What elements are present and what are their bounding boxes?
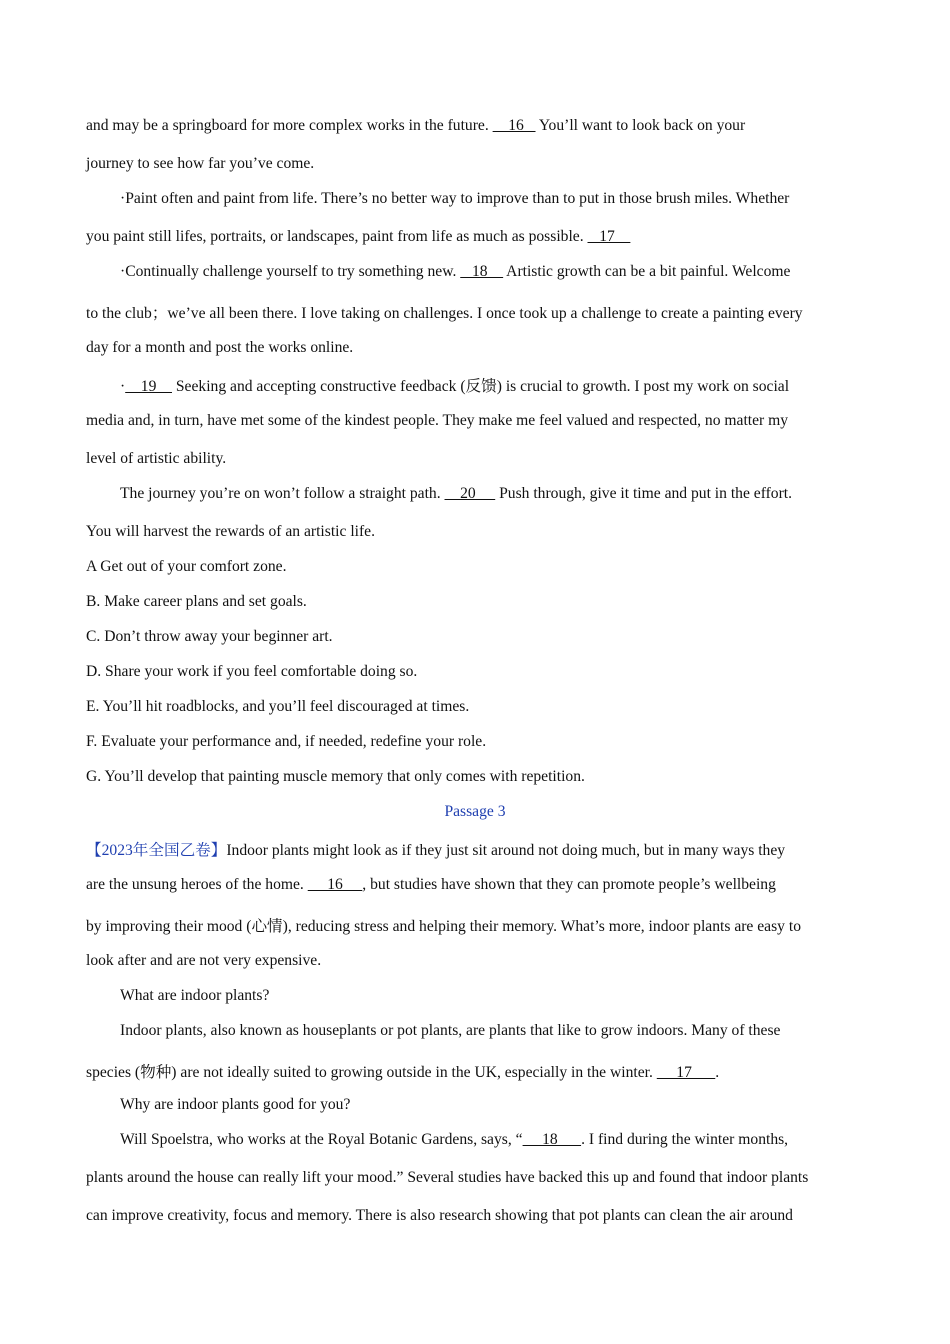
text-line: [86, 838, 785, 860]
text-line: [86, 117, 745, 135]
text-span: .: [715, 1064, 720, 1081]
text-span: ·: [120, 378, 126, 395]
text-line: [120, 374, 789, 396]
text-line: You will harvest the rewards of an artistic life.: [86, 523, 375, 540]
text-line: can improve creativity, focus and memory. There is also research showing that pot plants can clean the air around: [86, 1207, 793, 1224]
answer-blank-16: 16: [492, 117, 536, 134]
text-span: Will Spoelstra, who works at the Royal Botanic Gardens, says, “: [120, 1131, 523, 1148]
text-line: [120, 263, 790, 281]
option-a: A Get out of your comfort zone.: [86, 558, 287, 575]
option-d: D. Share your work if you feel comfortable doing so.: [86, 663, 418, 680]
subheading: What are indoor plants?: [120, 987, 270, 1004]
option-g: G. You’ll develop that painting muscle memory that only comes with repetition.: [86, 768, 585, 785]
text-span: and may be a springboard for more complex works in the future.: [86, 117, 493, 134]
answer-blank-19: 19: [125, 378, 172, 395]
text-line: level of artistic ability.: [86, 450, 227, 467]
passage-title: Passage 3: [444, 803, 506, 820]
text-span: ·Continually challenge yourself to try something new.: [120, 263, 461, 280]
answer-blank-17: 17: [587, 228, 631, 245]
text-span: Indoor plants might look as if they just sit around not doing much, but in many ways they: [226, 842, 786, 859]
subheading: Why are indoor plants good for you?: [120, 1096, 351, 1113]
option-f: F. Evaluate your performance and, if needed, redefine your role.: [86, 733, 487, 750]
text-span: are the unsung heroes of the home.: [86, 876, 308, 893]
option-c: C. Don’t throw away your beginner art.: [86, 628, 333, 645]
text-line: journey to see how far you’ve come.: [86, 155, 315, 172]
answer-blank-20: 20: [444, 485, 496, 502]
text-line: [86, 228, 630, 246]
option-e: E. You’ll hit roadblocks, and you’ll feel discouraged at times.: [86, 698, 470, 715]
answer-blank-17: 17: [656, 1064, 716, 1081]
option-b: B. Make career plans and set goals.: [86, 593, 307, 610]
text-line: ·Paint often and paint from life. There’s no better way to improve than to put in those brush miles. Whether: [120, 190, 790, 207]
answer-blank-18: 18: [460, 263, 504, 280]
answer-blank-16: 16: [307, 876, 363, 893]
text-span: Push through, give it time and put in the effort.: [495, 485, 793, 502]
text-line: Indoor plants, also known as houseplants or pot plants, are plants that like to grow indoors. Many of these: [120, 1022, 781, 1039]
text-line: look after and are not very expensive.: [86, 952, 322, 969]
text-line: [86, 1060, 719, 1082]
text-span: You’ll want to look back on your: [535, 117, 746, 134]
text-line: [86, 876, 776, 894]
source-label: 【2023年全国乙卷】: [86, 842, 227, 859]
text-span: you paint still lifes, portraits, or landscapes, paint from life as much as possible.: [86, 228, 588, 245]
text-span: species (物种) are not ideally suited to growing outside in the UK, especially in the winter.: [86, 1064, 657, 1081]
text-line: media and, in turn, have met some of the kindest people. They make me feel valued and respected, no matter my: [86, 412, 789, 429]
text-span: Seeking and accepting constructive feedback (反馈) is crucial to growth. I post my work on social: [171, 378, 790, 395]
text-line: day for a month and post the works online.: [86, 339, 354, 356]
answer-blank-18: 18: [522, 1131, 582, 1148]
text-line: [120, 1131, 788, 1149]
text-line: by improving their mood (心情), reducing stress and helping their memory. What’s more, indoor plants are easy to: [86, 918, 801, 935]
text-line: plants around the house can really lift your mood.” Several studies have backed this up and found that indoor plants: [86, 1169, 809, 1186]
text-span: The journey you’re on won’t follow a straight path.: [120, 485, 445, 502]
text-span: . I find during the winter months,: [581, 1131, 789, 1148]
text-line: [120, 485, 792, 503]
text-span: , but studies have shown that they can promote people’s wellbeing: [362, 876, 776, 893]
text-line: to the club；we’ve all been there. I love taking on challenges. I once took up a challenge to create a painting every: [86, 305, 803, 322]
text-span: Artistic growth can be a bit painful. Welcome: [503, 263, 791, 280]
